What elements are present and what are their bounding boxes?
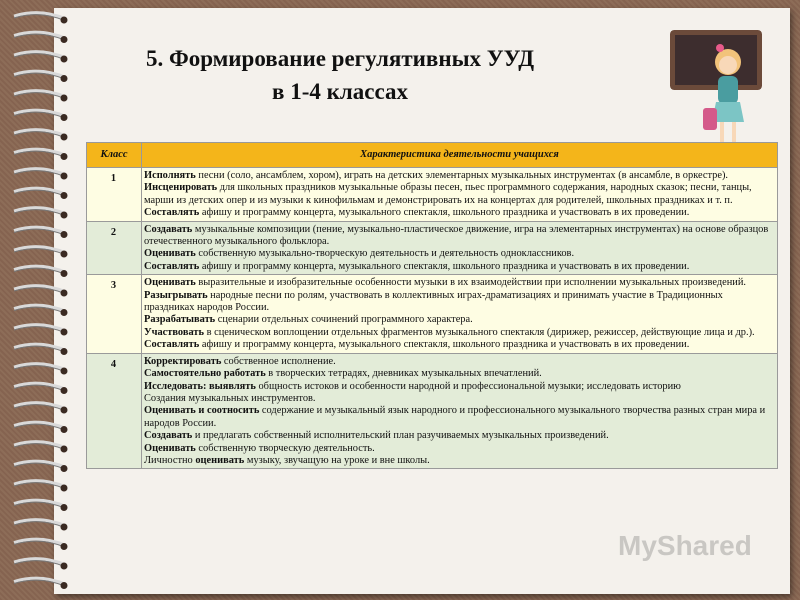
activity-text: Личностно: [144, 454, 196, 466]
spiral-ring: [14, 344, 68, 355]
spiral-ring: [14, 481, 68, 492]
activity-item: [144, 443, 774, 455]
activity-item: [144, 405, 774, 430]
activity-item: [144, 248, 774, 260]
header-class: Класс: [87, 143, 142, 168]
activity-text: народные песни по ролям, участвовать в коллективных играх-драматизациях и принимать участие в Традиционных праздниках народов России.: [144, 289, 723, 314]
activity-item: [144, 368, 774, 380]
activity-verb: Самостоятельно работать: [144, 368, 266, 380]
activity-description: [142, 353, 778, 469]
spiral-ring: [14, 539, 68, 550]
activities-table: [86, 142, 778, 469]
spiral-ring: [14, 266, 68, 277]
table-row: [87, 221, 778, 275]
activity-item: [144, 290, 774, 315]
activity-verb: Разрабатывать: [144, 314, 216, 326]
watermark: MyShared: [618, 530, 752, 561]
activity-item: [144, 277, 774, 289]
activity-verb: Оценивать: [144, 248, 196, 260]
spiral-ring: [14, 247, 68, 258]
spiral-ring: [14, 325, 68, 336]
header-description: Характеристика деятельности учащихся: [142, 143, 778, 168]
spiral-ring: [14, 227, 68, 238]
spiral-ring: [14, 383, 68, 394]
activity-item: [144, 224, 774, 249]
activity-text: песни (соло, ансамблем, хором), играть на детских элементарных музыкальных инструментах (в ансамбле, в оркестре).: [195, 170, 729, 181]
activity-verb: Составлять: [144, 207, 200, 219]
activity-text: выразительные и изобразительные особенности музыки в их взаимодействии при исполнении музыкальных произведений.: [195, 277, 747, 289]
activity-text: музыкальные композиции (пение, музыкально-пластическое движение, игра на элементарных инструментах) на основе образцов отечественного музыкального фольклора.: [144, 223, 769, 248]
activity-item: [144, 455, 774, 467]
activity-verb: Составлять: [144, 260, 200, 272]
spiral-ring: [14, 188, 68, 199]
activity-description: [142, 221, 778, 275]
spiral-ring: [14, 149, 68, 160]
activity-text: собственную музыкально-творческую деятельность и деятельность одноклассников.: [195, 248, 575, 260]
activity-text: содержание и музыкальный язык народного и профессионального музыкального творчества разных стран мира и народов России.: [144, 405, 766, 429]
activity-verb: Участвовать: [144, 326, 205, 338]
activity-text: Создания музыкальных инструментов.: [144, 392, 316, 404]
spiral-ring: [14, 110, 68, 121]
activity-item: [144, 393, 774, 405]
activity-item: [144, 327, 774, 339]
spiral-ring: [14, 422, 68, 433]
activity-item: [144, 381, 774, 393]
spiral-ring: [14, 13, 68, 24]
class-number: 3: [87, 275, 142, 353]
activity-text: музыку, звучащую на уроке и вне школы.: [244, 454, 430, 466]
spiral-ring: [14, 520, 68, 531]
spiral-ring: [14, 500, 68, 511]
activity-item: [144, 314, 774, 326]
activity-description: [142, 168, 778, 222]
activity-verb: Оценивать: [144, 277, 196, 289]
spiral-ring: [14, 559, 68, 570]
spiral-ring: [14, 305, 68, 316]
activity-text: собственное исполнение.: [221, 355, 336, 367]
activity-text: в творческих тетрадях, дневниках музыкальных впечатлений.: [265, 368, 542, 380]
activity-verb: Составлять: [144, 339, 200, 351]
spiral-ring: [14, 130, 68, 141]
activity-verb: Создавать: [144, 223, 193, 235]
activity-text: афишу и программу концерта, музыкального спектакля, школьного праздника и участвовать в их проведении.: [199, 339, 690, 351]
activity-text: в сценическом воплощении отдельных фрагментов музыкального спектакля (дирижер, режиссер, действующие лица и др.).: [204, 326, 755, 338]
activity-item: [144, 339, 774, 351]
title-line-1: 5. Формирование регулятивных УУД: [145, 46, 535, 71]
spiral-ring: [14, 169, 68, 180]
activity-verb: Разыгрывать: [144, 289, 208, 301]
activity-text: афишу и программу концерта, музыкального спектакля, школьного праздника и участвовать в их проведении.: [199, 207, 690, 219]
activity-item: [144, 170, 774, 182]
activity-description: [142, 275, 778, 353]
activity-verb: Оценивать: [144, 442, 196, 454]
activity-text: афишу и программу концерта, музыкального спектакля, школьного праздника и участвовать в их проведении.: [199, 260, 690, 272]
activity-text: общность истоков и особенности народной и профессиональной музыки; исследовать историю: [255, 380, 681, 392]
spiral-ring: [14, 461, 68, 472]
class-number: 2: [87, 221, 142, 275]
spiral-ring: [14, 442, 68, 453]
activity-text: сценарии отдельных сочинений программного характера.: [215, 314, 473, 326]
activity-verb: Оценивать и соотносить: [144, 405, 260, 417]
spiral-ring: [14, 286, 68, 297]
activity-item: [144, 430, 774, 442]
activity-verb: Исполнять: [144, 170, 196, 181]
table-row: [87, 353, 778, 469]
table-row: [87, 275, 778, 353]
spiral-ring: [14, 364, 68, 375]
activity-verb: Корректировать: [144, 355, 222, 367]
class-number: 4: [87, 353, 142, 469]
spiral-ring: [14, 403, 68, 414]
activity-verb: Инсценировать: [144, 182, 218, 194]
activity-verb: оценивать: [195, 454, 245, 466]
activity-item: [144, 356, 774, 368]
spiral-ring: [14, 578, 68, 589]
activity-text: собственную творческую деятельность.: [195, 442, 375, 454]
activity-verb: Создавать: [144, 430, 193, 442]
class-number: 1: [87, 168, 142, 222]
activity-verb: Исследовать: выявлять: [144, 380, 256, 392]
activity-item: [144, 261, 774, 273]
slide-title: [60, 42, 620, 108]
activity-text: и предлагать собственный исполнительский план разучиваемых музыкальных произведений.: [192, 430, 609, 442]
table-row: [87, 168, 778, 222]
activity-item: [144, 207, 774, 219]
spiral-ring: [14, 208, 68, 219]
activity-item: [144, 182, 774, 207]
title-line-2: в 1-4 классах: [272, 79, 408, 104]
activity-text: для школьных праздников музыкальные образы песен, пьес программного содержания, народных сказок; песни, танцы, марши из детских опер и из музыки к кинофильмам и демонстрировать их на концертах для родителей, школьных праздниках и т. п.: [144, 182, 752, 206]
